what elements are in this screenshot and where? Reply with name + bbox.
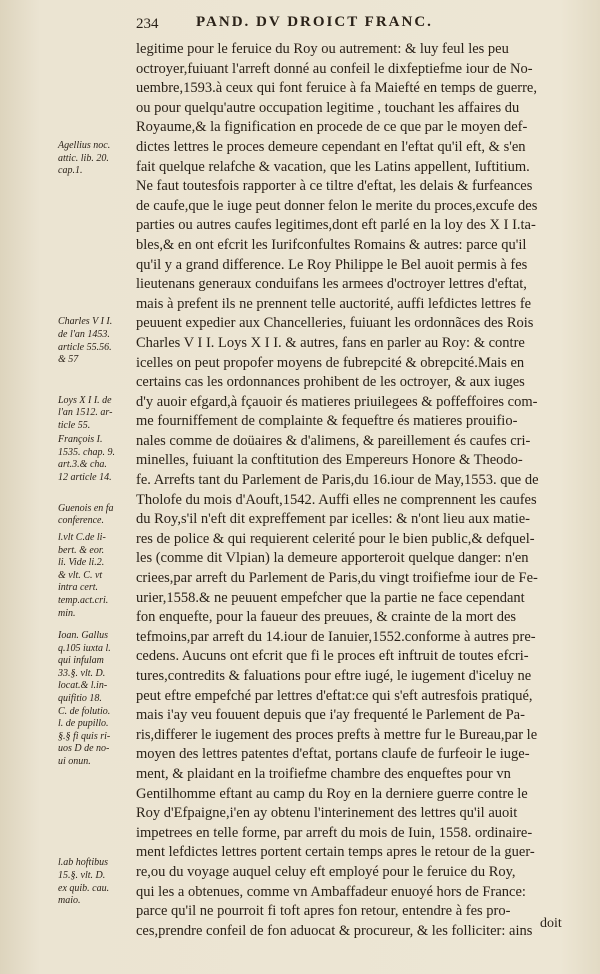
main-text: [136, 40, 576, 941]
margin-note-line: 1535. chap. 9.: [58, 446, 115, 458]
text-line: peuuent expedier aux Chancelleries, fuiuant les ordonnãces des Rois: [136, 315, 534, 332]
text-line: les (comme dit Vlpian) la demeure apporteroit quelque danger: n'en: [136, 550, 529, 567]
text-line: me fourniffement de complainte & fequeftre és matieres prouifio-: [136, 413, 518, 430]
text-line: ris,differer le iugement des proces prefts à mettre fur le Bureau,par le: [136, 726, 538, 743]
text-line: nales comme de doüaires & d'alimens, & pareillement és caufes cri-: [136, 432, 531, 449]
margin-note-line: ticle 55.: [58, 419, 91, 431]
text-line: moyen des lettres patentes d'eftat, portans claufe de furfeoir le iuge-: [136, 746, 530, 763]
text-line: Royaume,& la fignification en procede de ce que par le moyen def-: [136, 119, 528, 136]
margin-note: [58, 434, 136, 484]
margin-note-line: cap.1.: [58, 165, 83, 177]
margin-note-line: 33.§. vlt. D.: [58, 667, 106, 679]
text-line: certains cas les ordonnances prohibent de les octroyer, & aux iuges: [136, 374, 525, 391]
text-line: Gentilhomme eftant au camp du Roy en la derniere guerre contre le: [136, 785, 528, 802]
margin-note-line: C. de folutio.: [58, 705, 111, 717]
text-line: fait quelque relafche & vacation, que les Latins appellent, Iuftitium.: [136, 158, 530, 175]
page-header: [136, 12, 576, 38]
text-line: parties ou autres caufes legitimes,dont eft parlé en la loy des X I I.ta-: [136, 217, 536, 234]
margin-note-line: temp.act.cri.: [58, 594, 109, 606]
margin-note: [58, 140, 136, 178]
margin-note-line: l.ab hoftibus: [58, 857, 109, 869]
margin-note-line: §.§ fi quis ri-: [58, 730, 111, 742]
text-line: fon enquefte, pour la faueur des preuues, & crainte de la mort des: [136, 609, 517, 626]
margin-note-line: qui infulam: [58, 655, 104, 667]
text-line: ment, & plaidant en la troifiefme chambre des enqueftes pour vn: [136, 765, 511, 782]
text-line: Ne faut toutesfois rapporter à ce tiltre d'eftat, les delais & furfeances: [136, 178, 533, 195]
margin-note-line: article 55.56.: [58, 341, 112, 353]
text-line: lieutenans generaux conduifans les armees d'octroyer lettres d'eftat,: [136, 276, 527, 293]
margin-note-line: 15.§. vlt. D.: [58, 869, 106, 881]
text-line: icelles on peut propofer moyens de fubrepcité & obrepcité.Mais en: [136, 354, 525, 371]
margin-note-line: l. de pupillo.: [58, 718, 109, 730]
margin-note-line: uos D de no-: [58, 743, 110, 755]
margin-note: [58, 395, 136, 433]
margin-note-line: intra cert.: [58, 582, 98, 594]
text-line: ces,prendre confeil de fon aduocat & procureur, & les folliciter: ains: [136, 922, 533, 939]
text-line: tures,contredits & faluations pour eftre iugé, le iugement d'iceluy ne: [136, 668, 532, 684]
text-line: bles,& en ont efcrit les Iurifconfultes Romains & autres: parce qu'il: [136, 236, 527, 253]
text-line: uembre,1593.à ceux qui font feruice à fa Maiefté en temps de guerre,: [136, 80, 537, 97]
margin-note-line: Ioan. Gallus: [58, 630, 108, 641]
text-line: de caufe,que le iuge peut donner felon le merite du proces,excufe des: [136, 197, 538, 214]
text-line: Tholofe du mois d'Aouft,1542. Auffi elles ne comprennent les caufes: [136, 491, 537, 508]
text-line: ou pour quelqu'autre occupation legitime , touchant les affaires du: [136, 99, 520, 116]
text-line: legitime pour le feruice du Roy ou autrement: & luy feul les peu: [136, 41, 509, 57]
margin-note-line: Agellius noc.: [58, 140, 111, 151]
text-line: tefmoins,par arreft du 14.iour de Ianuier,1552.conforme à autres pre-: [136, 628, 536, 645]
margin-note-line: de l'an 1453.: [58, 328, 110, 340]
text-line: cedens. Aucuns ont efcrit que fi le proces eft inftruit de toutes efcri-: [136, 648, 529, 665]
margin-note-line: Charles V I I.: [58, 316, 113, 328]
margin-note-line: l'an 1512. ar-: [58, 407, 113, 419]
margin-note-line: bert. & eor.: [58, 544, 105, 556]
margin-note-line: conference.: [58, 515, 104, 527]
margin-note-line: art.3.& cha.: [58, 459, 107, 471]
text-line: criees,par arreft du Parlement de Paris,du vingt troifiefme iour de Fe-: [136, 570, 538, 587]
text-line: qu'il y a grand difference. Le Roy Philippe le Bel auoit permis à fes: [136, 256, 528, 273]
margin-note-line: locat.& l.in-: [58, 680, 108, 692]
text-line: octroyer,fuiuant l'arreft donné au confeil le dixfeptiefme iour de No-: [136, 60, 533, 77]
text-line: ment lefdictes lettres portent certain temps apres le retour de la guer-: [136, 844, 535, 861]
text-line: qui les a obtenues, comme vn Ambaffadeur enuoyé hors de France:: [136, 883, 526, 900]
margin-note-line: 12 article 14.: [58, 471, 112, 483]
margin-note-line: maio.: [58, 895, 81, 907]
page-number: 234: [136, 16, 159, 32]
margin-note-line: min.: [58, 607, 76, 619]
text-line: mais i'ay veu fouuent depuis que i'ay frequenté le Parlement de Pa-: [136, 707, 525, 724]
running-title: PAND. DV DROICT FRANC.: [196, 14, 433, 30]
margin-note-line: & vlt. C. vt: [58, 569, 103, 581]
text-line: d'y auoir efgard,à fçauoir és matieres priuilegees & poffeffoires com-: [136, 393, 538, 410]
margin-note: [58, 503, 136, 528]
margin-note-line: li. Vide li.2.: [58, 557, 105, 569]
text-line: Roy d'Efpaigne,i'en ay obtenu l'interinement des lettres qu'il auoit: [136, 805, 518, 822]
text-line: mais à prefent ils ne prennent telle auctorité, auffi lefdictes lettres fe: [136, 295, 532, 312]
margin-note: [58, 532, 136, 620]
text-line: peut eftre empefché par lettres d'eftat:ce qui s'eft autresfois pratiqué,: [136, 687, 533, 704]
margin-note-line: l.vlt C.de li-: [58, 532, 106, 543]
margin-note-line: attic. lib. 20.: [58, 152, 109, 164]
margin-note-line: q.105 iuxta l.: [58, 642, 111, 654]
margin-note: [58, 630, 136, 769]
text-line: fe. Arrefts tant du Parlement de Paris,du 16.iour de May,1553. que de: [136, 472, 539, 489]
text-line: urier,1558.& ne peuuent empefcher que la partie ne face cependant: [136, 589, 525, 606]
text-line: parce qu'il ne pourroit fi toft apres fon retour, entendre à fes pro-: [136, 903, 511, 920]
text-line: minelles, fuiuant la conftitution des Empereurs Honore & Theodo-: [136, 452, 523, 469]
margin-note-line: ex quib. cau.: [58, 882, 110, 894]
margin-note-line: Guenois en fa: [58, 502, 114, 514]
margin-note-line: quifitio 18.: [58, 692, 102, 704]
catchword: doit: [540, 916, 562, 931]
margin-note-line: ui onun.: [58, 755, 91, 767]
margin-note-line: & 57: [58, 354, 79, 366]
text-line: du Roy,s'il n'eft dit expreffement par icelles: & n'ont lieu aux matie-: [136, 511, 530, 528]
margin-note-line: François I.: [58, 434, 103, 445]
text-line: impetrees en telle forme, par arreft du mois de Iuin, 1558. ordinaire-: [136, 824, 533, 841]
margin-note-line: Loys X I I. de: [58, 394, 112, 406]
text-line: dictes lettres le proces demeure cependant en l'eftat qu'il eft, & s'en: [136, 138, 526, 155]
margin-note: [58, 316, 136, 366]
text-line: re,ou du voyage auquel celuy eft employé pour le feruice du Roy,: [136, 863, 516, 880]
text-line: Charles V I I. Loys X I I. & autres, fans en parler au Roy: & contre: [136, 334, 525, 351]
text-line: res de police & qui requierent celerité pour le bien public,& defquel-: [136, 530, 535, 547]
margin-note: [58, 857, 136, 907]
